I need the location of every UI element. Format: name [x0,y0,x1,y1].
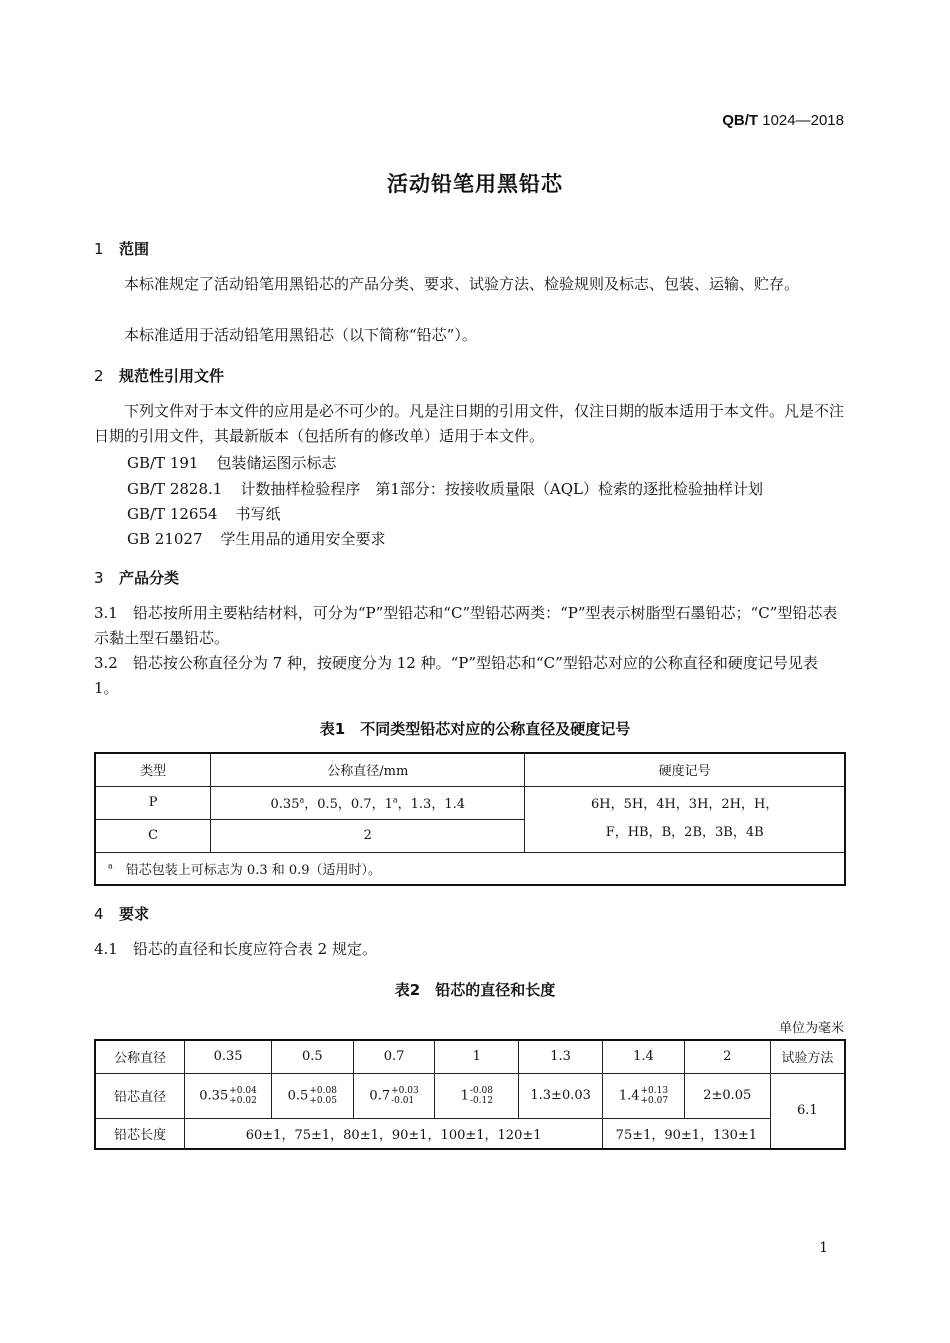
table-2-test-method: 6.1 [770,1073,845,1149]
table-2-diameter-value: 0.7 +0.03 -0.01 [353,1073,435,1118]
section-1-heading: 1 范围 [94,240,150,258]
table-2-diameter-label: 铅芯直径 [95,1073,185,1118]
section-1-para-2: 本标准适用于活动铅笔用黑铅芯（以下简称“铅芯”）。 [124,326,477,344]
table-2-method-header: 试验方法 [770,1040,845,1073]
document-title: 活动铅笔用黑铅芯 [387,172,563,196]
table-1-header-hardness: 硬度记号 [525,753,845,786]
table-2-diameter-header: 0.7 [353,1040,435,1073]
section-3-heading: 3 产品分类 [94,569,180,587]
table-1-type-p: P [95,786,211,819]
table-2-unit: 单位为毫米 [778,1021,844,1036]
reference-item: GB/T 191 包装储运图示标志 [127,454,337,472]
section-4-heading: 4 要求 [94,905,150,923]
table-1-footnote: $^a$ 铅芯包装上可标志为 0.3 和 0.9（适用时）。 [95,852,845,885]
table-2-diameter-value: 1.3±0.03 [519,1073,603,1118]
table-2-diameter-value: 1 -0.08 -0.12 [435,1073,519,1118]
table-2-length-large: 75±1，90±1，130±1 [603,1118,771,1149]
table-2-diameter-value: 1.4 +0.13 +0.07 [603,1073,685,1118]
table-1-type-c: C [95,819,211,852]
clause-3-1: 3.1 铅芯按所用主要粘结材料，可分为“P”型铅芯和“C”型铅芯两类：“P”型表示树脂型石墨铅芯；“C”型铅芯表示黏土型石墨铅芯。 [94,604,838,647]
table-2-diameter-value: 0.35 +0.04 +0.02 [185,1073,272,1118]
table-1-header-diameter: 公称直径/mm [211,753,525,786]
table-2-header-label: 公称直径 [95,1040,185,1073]
clause-3-2: 3.2 铅芯按公称直径分为 7 种，按硬度分为 12 种。“P”型铅芯和“C”型铅芯对应的公称直径和硬度记号见表 1。 [94,654,818,697]
table-2-diameter-value: 0.5 +0.08 +0.05 [271,1073,353,1118]
table-2-diameter-header: 2 [684,1040,770,1073]
reference-item: GB/T 2828.1 计数抽样检验程序 第1部分：按接收质量限（AQL）检索的逐批检验抽样计划 [127,480,763,498]
table-2-diameter-header: 1.4 [603,1040,685,1073]
table-1-hardness: 6H，5H，4H，3H，2H，H， F，HB，B，2B，3B，4B [525,786,845,852]
table-2-length-small: 60±1，75±1，80±1，90±1，100±1，120±1 [185,1118,603,1149]
section-1-para-1: 本标准规定了活动铅笔用黑铅芯的产品分类、要求、试验方法、检验规则及标志、包装、运输、贮存。 [124,275,800,293]
section-2-heading: 2 规范性引用文件 [94,367,225,385]
table-2-diameter-header: 1.3 [519,1040,603,1073]
table-2 [94,1039,846,1150]
reference-item: GB/T 12654 书写纸 [127,505,281,523]
standard-number: QB/T 1024—2018 [722,112,844,129]
table-1-diameter-p: 0.35$^a$，0.5，0.7，1$^a$，1.3，1.4 [211,786,525,819]
table-1 [94,752,846,886]
section-2-para-1: 下列文件对于本文件的应用是必不可少的。凡是注日期的引用文件，仅注日期的版本适用于本文件。凡是不注日期的引用文件，其最新版本（包括所有的修改单）适用于本文件。 [94,402,845,445]
table-2-diameter-header: 1 [435,1040,519,1073]
table-2-diameter-header: 0.5 [271,1040,353,1073]
table-1-diameter-c: 2 [211,819,525,852]
table-2-length-label: 铅芯长度 [95,1118,185,1149]
table-1-caption: 表1 不同类型铅芯对应的公称直径及硬度记号 [319,720,631,738]
table-2-diameter-value: 2±0.05 [684,1073,770,1118]
reference-item: GB 21027 学生用品的通用安全要求 [127,530,386,548]
table-2-caption: 表2 铅芯的直径和长度 [394,981,556,999]
clause-4-1: 4.1 铅芯的直径和长度应符合表 2 规定。 [94,940,377,958]
table-1-header-type: 类型 [95,753,211,786]
table-2-diameter-header: 0.35 [185,1040,272,1073]
page-number: 1 [819,1240,828,1256]
